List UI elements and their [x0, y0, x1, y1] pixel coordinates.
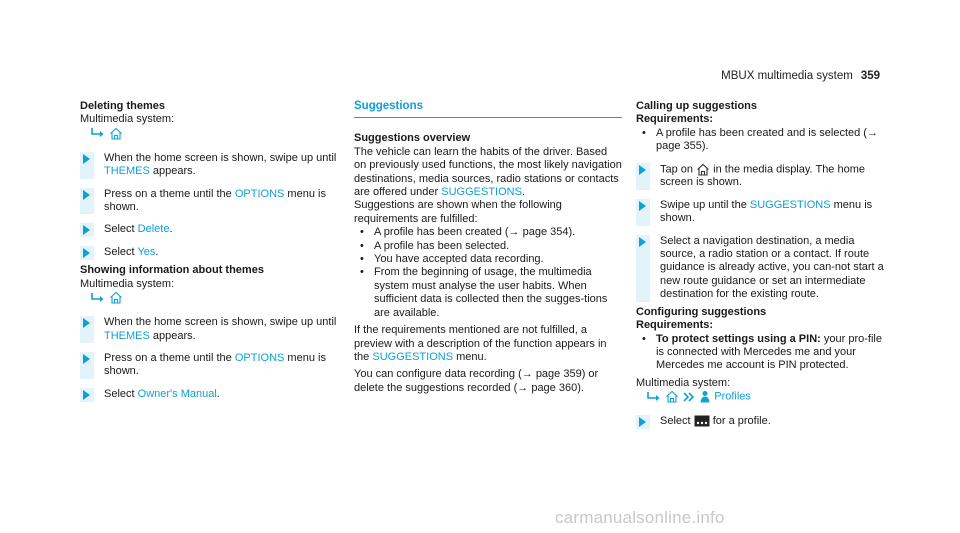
conditions-intro: Suggestions are shown when the following requirements are fulfilled:: [354, 199, 562, 225]
system-label: Multimedia system:: [636, 376, 731, 389]
column-left: [80, 100, 340, 402]
step-deleting-3: Select Delete.: [80, 223, 340, 237]
list-item: • You have accepted data recording.: [360, 253, 544, 266]
step-config-1: Select for a profile.: [636, 415, 886, 429]
step-arrow-icon: [83, 154, 90, 164]
step-deleting-4: Select Yes.: [80, 246, 340, 260]
home-icon: [109, 127, 123, 140]
suggestions-label: SUGGESTIONS: [441, 186, 522, 199]
more-options-icon: [694, 415, 710, 427]
double-chevron-icon: [682, 391, 696, 403]
configure-paragraph: You can configure data recording (→ page 359) or delete the suggestions recorded (→ page 360).: [354, 368, 599, 394]
delete-label: Delete: [137, 223, 170, 236]
running-head: [721, 70, 880, 82]
requirements-label: Requirements:: [636, 319, 714, 332]
step-arrow-icon: [83, 354, 90, 364]
options-label: OPTIONS: [234, 187, 285, 200]
path-arrow-icon: [646, 391, 662, 403]
profiles-label: Profiles: [714, 390, 751, 403]
step-arrow-icon: [83, 390, 90, 400]
system-label: Multimedia system:: [80, 113, 175, 126]
running-head-title: MBUX multimedia system: [721, 70, 853, 82]
column-middle: [354, 100, 622, 395]
yes-label: Yes: [137, 246, 156, 259]
step-calling-2: Swipe up until the SUGGESTIONS menu is shown.: [636, 199, 886, 226]
heading-showing-info: Showing information about themes: [80, 264, 264, 277]
options-label: OPTIONS: [234, 352, 285, 365]
menu-path: [90, 127, 340, 143]
owners-manual-label: Owner's Manual: [137, 387, 217, 400]
suggestions-label: SUGGESTIONS: [749, 198, 831, 211]
watermark: carmanualsonline.info: [555, 508, 725, 527]
themes-label: THEMES: [104, 329, 150, 342]
list-item: • A profile has been created (→ page 354).: [360, 226, 576, 239]
preview-paragraph: If the requirements mentioned are not fulfilled, a preview with a description of the function appears in the SUGGESTIONS menu.: [354, 324, 607, 363]
column-right: [636, 100, 886, 429]
home-icon: [696, 163, 710, 176]
themes-label: THEMES: [104, 165, 150, 178]
heading-calling-up-suggestions: Calling up suggestions: [636, 100, 758, 112]
profile-icon: [699, 390, 711, 403]
step-showing-1: When the home screen is shown, swipe up until THEMES appears.: [80, 316, 340, 343]
list-item: • A profile has been selected.: [360, 239, 510, 252]
step-arrow-icon: [639, 201, 646, 211]
step-arrow-icon: [639, 237, 646, 247]
step-arrow-icon: [83, 190, 90, 200]
heading-configuring-suggestions: Configuring suggestions: [636, 305, 767, 318]
list-item: • From the beginning of usage, the multimedia system must analyse the user habits. When sufficient data is collected then the sugges-tions are available.: [360, 266, 608, 319]
step-arrow-icon: [83, 248, 90, 258]
section-title-suggestions: Suggestions: [354, 100, 622, 118]
overview-paragraph: The vehicle can learn the habits of the driver. Based on previously used functions, the most likely navigation destinations, media sources, radio stations or contacts are offered under SUGGESTIONS.: [354, 145, 622, 199]
step-arrow-icon: [639, 417, 646, 427]
step-calling-3: Select a navigation destination, a media source, a radio station or a contact. If route guidance is already active, you can-not start a new route guidance or set an intermediate destination for the existing route.: [636, 235, 886, 302]
step-arrow-icon: [83, 225, 90, 235]
step-arrow-icon: [639, 165, 646, 175]
step-deleting-2: Press on a theme until the OPTIONS menu is shown.: [80, 188, 340, 215]
path-arrow-icon: [90, 127, 106, 139]
heading-suggestions-overview: Suggestions overview: [354, 132, 471, 145]
step-calling-1: Tap on in the media display. The home screen is shown.: [636, 163, 886, 190]
heading-deleting-themes: Deleting themes: [80, 100, 165, 112]
step-deleting-1: When the home screen is shown, swipe up until THEMES appears.: [80, 152, 340, 179]
menu-path: [90, 291, 340, 307]
path-arrow-icon: [90, 292, 106, 304]
step-showing-3: Select Owner's Manual.: [80, 388, 340, 402]
step-showing-2: Press on a theme until the OPTIONS menu is shown.: [80, 352, 340, 379]
home-icon: [665, 390, 679, 403]
step-arrow-icon: [83, 318, 90, 328]
list-item: • To protect settings using a PIN: your pro-file is connected with Mercedes me and your Mercedes me account is PIN protected.: [642, 332, 882, 372]
system-label: Multimedia system:: [80, 277, 175, 290]
requirements-label: Requirements:: [636, 113, 714, 126]
list-item: • A profile has been created and is selected (→ page 355).: [642, 126, 878, 153]
menu-path: [646, 390, 886, 406]
suggestions-label: SUGGESTIONS: [372, 350, 454, 363]
home-icon: [109, 291, 123, 304]
page-number: 359: [860, 70, 880, 82]
